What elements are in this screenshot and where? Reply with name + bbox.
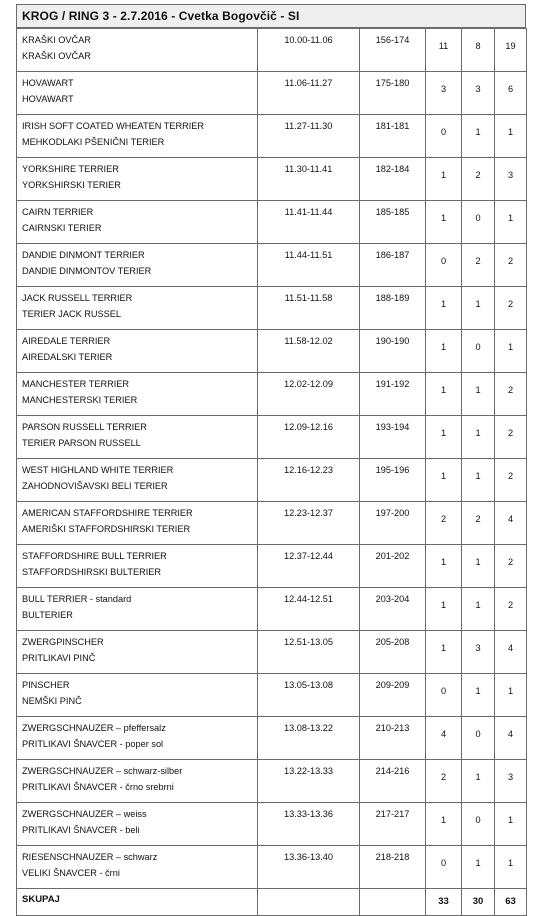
table-row — [17, 760, 527, 803]
time-slot: 11.27-11.30 — [258, 115, 360, 158]
breed-name-local: DANDIE DINMONTOV TERIER — [22, 266, 152, 276]
breed-name: STAFFORDSHIRE BULL TERRIER — [22, 551, 167, 561]
table-row — [17, 545, 527, 588]
catalog-range: 214-216 — [360, 760, 426, 803]
schedule-rows — [17, 29, 527, 889]
table-row — [17, 502, 527, 545]
breed-cell — [17, 373, 258, 416]
breed-cell — [17, 330, 258, 373]
total-empty-range — [360, 889, 426, 916]
table-row — [17, 373, 527, 416]
count-a: 1 — [426, 459, 462, 502]
count-total: 3 — [495, 158, 527, 201]
breed-cell — [17, 416, 258, 459]
breed-name-local: AMERIŠKI STAFFORDSHIRSKI TERIER — [22, 524, 191, 534]
count-total: 1 — [495, 846, 527, 889]
breed-cell — [17, 760, 258, 803]
breed-name: IRISH SOFT COATED WHEATEN TERRIER — [22, 121, 205, 131]
count-b: 1 — [462, 760, 495, 803]
count-a: 2 — [426, 760, 462, 803]
breed-cell — [17, 545, 258, 588]
time-slot: 13.22-13.33 — [258, 760, 360, 803]
catalog-range: 195-196 — [360, 459, 426, 502]
breed-name: HOVAWART — [22, 78, 74, 88]
count-total: 4 — [495, 717, 527, 760]
count-b: 1 — [462, 287, 495, 330]
count-total: 2 — [495, 416, 527, 459]
count-b: 1 — [462, 373, 495, 416]
table-row — [17, 803, 527, 846]
table-row — [17, 201, 527, 244]
catalog-range: 218-218 — [360, 846, 426, 889]
time-slot: 12.23-12.37 — [258, 502, 360, 545]
breed-cell — [17, 287, 258, 330]
count-a: 1 — [426, 201, 462, 244]
breed-cell — [17, 588, 258, 631]
count-a: 1 — [426, 631, 462, 674]
catalog-range: 209-209 — [360, 674, 426, 717]
table-row — [17, 459, 527, 502]
count-total: 2 — [495, 459, 527, 502]
breed-cell — [17, 158, 258, 201]
breed-name: KRAŠKI OVČAR — [22, 35, 91, 45]
catalog-range: 181-181 — [360, 115, 426, 158]
breed-name-local: YORKSHIRSKI TERIER — [22, 180, 121, 190]
time-slot: 13.05-13.08 — [258, 674, 360, 717]
count-total: 2 — [495, 287, 527, 330]
time-slot: 11.58-12.02 — [258, 330, 360, 373]
count-b: 1 — [462, 416, 495, 459]
breed-name: WEST HIGHLAND WHITE TERRIER — [22, 465, 174, 475]
breed-name-local: MEHKODLAKI PŠENIČNI TERIER — [22, 137, 165, 147]
breed-name: AMERICAN STAFFORDSHIRE TERRIER — [22, 508, 193, 518]
table-row — [17, 72, 527, 115]
breed-name: MANCHESTER TERRIER — [22, 379, 130, 389]
count-b: 2 — [462, 244, 495, 287]
breed-name: PINSCHER — [22, 680, 70, 690]
catalog-range: 182-184 — [360, 158, 426, 201]
count-a: 1 — [426, 287, 462, 330]
breed-name-local: KRAŠKI OVČAR — [22, 51, 91, 61]
count-b: 1 — [462, 115, 495, 158]
count-total: 4 — [495, 502, 527, 545]
catalog-range: 205-208 — [360, 631, 426, 674]
catalog-range: 203-204 — [360, 588, 426, 631]
breed-name-local: TERIER JACK RUSSEL — [22, 309, 122, 319]
count-total: 2 — [495, 244, 527, 287]
count-total: 1 — [495, 115, 527, 158]
table-row — [17, 115, 527, 158]
count-b: 0 — [462, 717, 495, 760]
catalog-range: 186-187 — [360, 244, 426, 287]
count-b: 1 — [462, 846, 495, 889]
time-slot: 12.37-12.44 — [258, 545, 360, 588]
breed-name-local: PRITLIKAVI ŠNAVCER - črno srebrni — [22, 782, 174, 792]
breed-name-local: NEMŠKI PINČ — [22, 696, 82, 706]
breed-name-local: MANCHESTERSKI TERIER — [22, 395, 138, 405]
total-row — [17, 889, 527, 916]
total-count-sum: 63 — [495, 889, 527, 916]
count-total: 2 — [495, 373, 527, 416]
breed-name: ZWERGPINSCHER — [22, 637, 104, 647]
time-slot: 13.33-13.36 — [258, 803, 360, 846]
breed-name-local: PRITLIKAVI ŠNAVCER - beli — [22, 825, 140, 835]
count-a: 0 — [426, 244, 462, 287]
count-b: 3 — [462, 631, 495, 674]
breed-name: PARSON RUSSELL TERRIER — [22, 422, 147, 432]
count-a: 0 — [426, 846, 462, 889]
breed-name: DANDIE DINMONT TERRIER — [22, 250, 145, 260]
count-total: 1 — [495, 330, 527, 373]
table-row — [17, 244, 527, 287]
count-b: 0 — [462, 201, 495, 244]
breed-name: JACK RUSSELL TERRIER — [22, 293, 133, 303]
count-b: 8 — [462, 29, 495, 72]
catalog-range: 188-189 — [360, 287, 426, 330]
total-label: SKUPAJ — [17, 889, 258, 916]
breed-name: ZWERGSCHNAUZER – weiss — [22, 809, 147, 819]
breed-name: ZWERGSCHNAUZER – pfeffersalz — [22, 723, 166, 733]
time-slot: 13.36-13.40 — [258, 846, 360, 889]
catalog-range: 210-213 — [360, 717, 426, 760]
time-slot: 12.09-12.16 — [258, 416, 360, 459]
catalog-range: 156-174 — [360, 29, 426, 72]
count-a: 1 — [426, 803, 462, 846]
breed-name-local: PRITLIKAVI ŠNAVCER - poper sol — [22, 739, 164, 749]
count-a: 0 — [426, 674, 462, 717]
table-row — [17, 588, 527, 631]
breed-name: CAIRN TERRIER — [22, 207, 94, 217]
catalog-range: 190-190 — [360, 330, 426, 373]
breed-name-local: STAFFORDSHIRSKI BULTERIER — [22, 567, 162, 577]
table-row — [17, 416, 527, 459]
breed-cell — [17, 717, 258, 760]
catalog-range: 197-200 — [360, 502, 426, 545]
breed-cell — [17, 29, 258, 72]
table-row — [17, 287, 527, 330]
count-a: 0 — [426, 115, 462, 158]
count-total: 19 — [495, 29, 527, 72]
table-row — [17, 846, 527, 889]
count-a: 1 — [426, 158, 462, 201]
time-slot: 10.00-11.06 — [258, 29, 360, 72]
count-total: 4 — [495, 631, 527, 674]
table-row — [17, 631, 527, 674]
total-count-a: 33 — [426, 889, 462, 916]
count-b: 1 — [462, 545, 495, 588]
breed-name-local: AIREDALSKI TERIER — [22, 352, 113, 362]
count-a: 1 — [426, 373, 462, 416]
time-slot: 12.16-12.23 — [258, 459, 360, 502]
breed-name: ZWERGSCHNAUZER – schwarz-silber — [22, 766, 183, 776]
breed-name-local: TERIER PARSON RUSSELL — [22, 438, 141, 448]
count-total: 2 — [495, 588, 527, 631]
catalog-range: 217-217 — [360, 803, 426, 846]
breed-name-local: VELIKI ŠNAVCER - črni — [22, 868, 120, 878]
breed-cell — [17, 72, 258, 115]
count-a: 4 — [426, 717, 462, 760]
breed-cell — [17, 631, 258, 674]
catalog-range: 191-192 — [360, 373, 426, 416]
breed-cell — [17, 846, 258, 889]
title-bar — [16, 4, 526, 28]
ring-schedule-sheet — [16, 4, 526, 916]
count-total: 1 — [495, 201, 527, 244]
table-row — [17, 158, 527, 201]
count-a: 1 — [426, 330, 462, 373]
count-b: 2 — [462, 158, 495, 201]
breed-cell — [17, 115, 258, 158]
time-slot: 11.41-11.44 — [258, 201, 360, 244]
schedule-table — [16, 28, 527, 916]
time-slot: 12.44-12.51 — [258, 588, 360, 631]
table-row — [17, 674, 527, 717]
breed-name-local: PRITLIKAVI PINČ — [22, 653, 96, 663]
catalog-range: 175-180 — [360, 72, 426, 115]
count-b: 3 — [462, 72, 495, 115]
count-total: 1 — [495, 674, 527, 717]
count-b: 2 — [462, 502, 495, 545]
breed-name: AIREDALE TERRIER — [22, 336, 111, 346]
count-a: 2 — [426, 502, 462, 545]
catalog-range: 185-185 — [360, 201, 426, 244]
breed-cell — [17, 244, 258, 287]
breed-name-local: HOVAWART — [22, 94, 74, 104]
breed-cell — [17, 201, 258, 244]
breed-cell — [17, 674, 258, 717]
total-count-b: 30 — [462, 889, 495, 916]
count-total: 6 — [495, 72, 527, 115]
breed-name-local: CAIRNSKI TERIER — [22, 223, 102, 233]
count-b: 0 — [462, 330, 495, 373]
breed-cell — [17, 459, 258, 502]
breed-cell — [17, 502, 258, 545]
table-row — [17, 717, 527, 760]
total-empty-time — [258, 889, 360, 916]
count-b: 0 — [462, 803, 495, 846]
count-total: 2 — [495, 545, 527, 588]
count-a: 1 — [426, 588, 462, 631]
count-b: 1 — [462, 459, 495, 502]
count-b: 1 — [462, 674, 495, 717]
catalog-range: 201-202 — [360, 545, 426, 588]
time-slot: 13.08-13.22 — [258, 717, 360, 760]
count-a: 1 — [426, 545, 462, 588]
time-slot: 11.06-11.27 — [258, 72, 360, 115]
count-b: 1 — [462, 588, 495, 631]
count-a: 11 — [426, 29, 462, 72]
breed-name: BULL TERRIER - standard — [22, 594, 132, 604]
breed-cell — [17, 803, 258, 846]
time-slot: 12.02-12.09 — [258, 373, 360, 416]
breed-name-local: BULTERIER — [22, 610, 73, 620]
page-title: KROG / RING 3 - 2.7.2016 - Cvetka Bogovčič - SI — [22, 9, 300, 23]
table-row — [17, 29, 527, 72]
breed-name: RIESENSCHNAUZER – schwarz — [22, 852, 158, 862]
time-slot: 11.44-11.51 — [258, 244, 360, 287]
count-a: 3 — [426, 72, 462, 115]
breed-name-local: ZAHODNOVIŠAVSKI BELI TERIER — [22, 481, 168, 491]
catalog-range: 193-194 — [360, 416, 426, 459]
count-total: 1 — [495, 803, 527, 846]
time-slot: 12.51-13.05 — [258, 631, 360, 674]
breed-name: YORKSHIRE TERRIER — [22, 164, 119, 174]
count-total: 3 — [495, 760, 527, 803]
table-row — [17, 330, 527, 373]
time-slot: 11.30-11.41 — [258, 158, 360, 201]
count-a: 1 — [426, 416, 462, 459]
time-slot: 11.51-11.58 — [258, 287, 360, 330]
